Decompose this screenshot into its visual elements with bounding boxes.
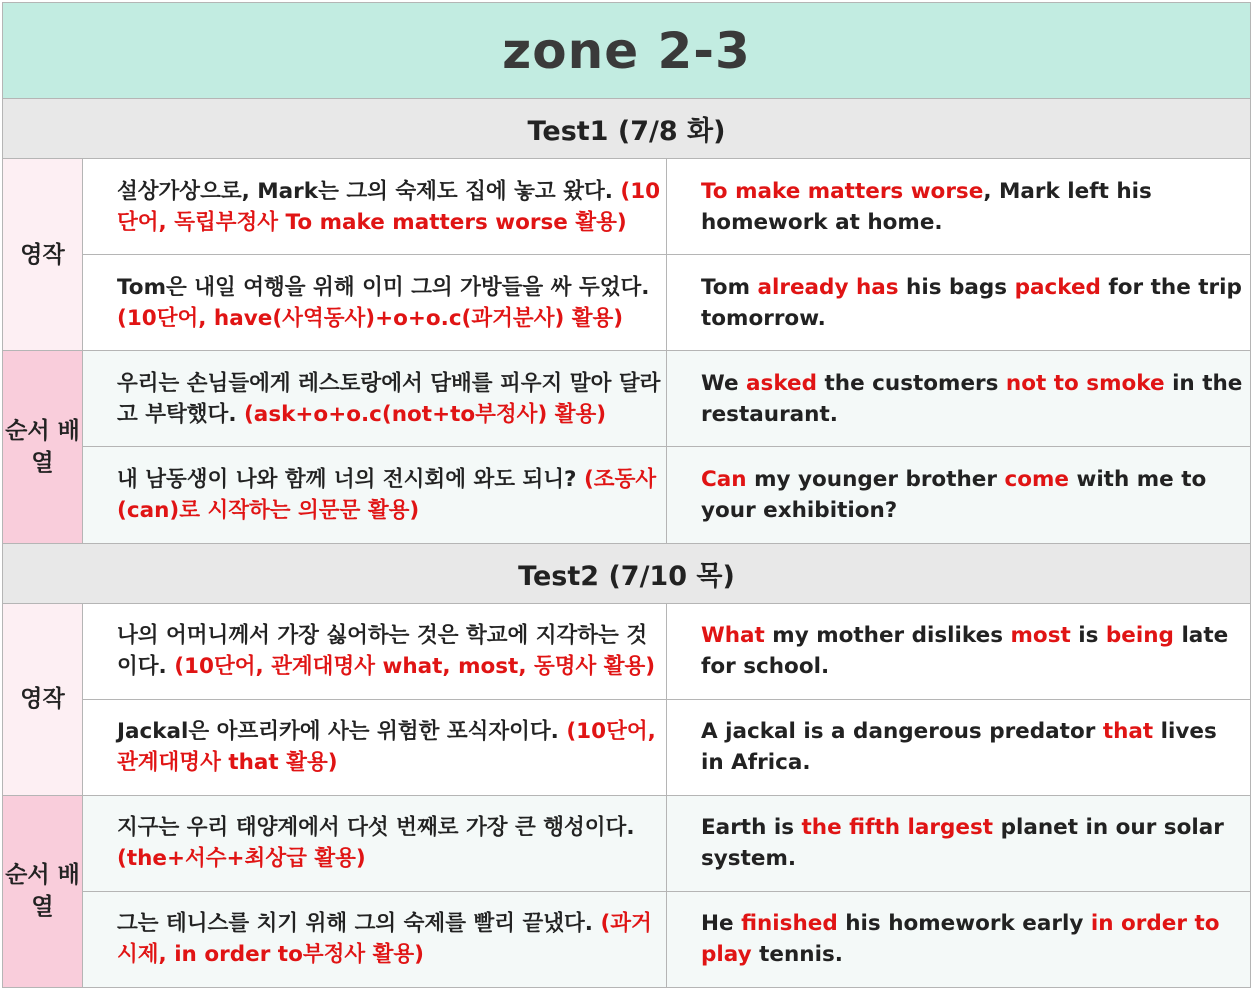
body-text: 우리는 손님들에게 레스토랑에서 담배를 피우지 말아 달라고 부탁했다. bbox=[117, 370, 661, 427]
body-text: 그는 테니스를 치기 위해 그의 숙제를 빨리 끝냈다. bbox=[117, 911, 601, 937]
body-text: is bbox=[1070, 623, 1106, 649]
highlight-text: packed bbox=[1014, 274, 1101, 300]
highlight-text: already has bbox=[757, 274, 899, 300]
body-text: lives in Africa. bbox=[701, 719, 1217, 776]
table-row bbox=[3, 891, 1251, 987]
english-answer-cell bbox=[667, 255, 1251, 351]
body-text: , Mark left his homework at home. bbox=[701, 178, 1152, 235]
body-text: my younger brother bbox=[746, 466, 1005, 492]
highlight-text: To make matters worse bbox=[701, 178, 984, 204]
korean-prompt-cell bbox=[83, 891, 667, 987]
highlight-text: that bbox=[1102, 719, 1154, 745]
table-row bbox=[3, 351, 1251, 447]
body-text: late for school. bbox=[701, 623, 1229, 680]
highlight-text: (과거시제, in order to부정사 활용) bbox=[117, 911, 652, 968]
english-answer-cell bbox=[667, 447, 1251, 543]
english-answer-cell bbox=[667, 699, 1251, 795]
english-answer-cell bbox=[667, 159, 1251, 255]
english-answer-cell bbox=[667, 795, 1251, 891]
highlight-text: (10단어, 독립부정사 To make matters worse 활용) bbox=[117, 178, 661, 235]
highlight-text: (10단어, 관계대명사 that 활용) bbox=[117, 719, 656, 776]
table-row bbox=[3, 255, 1251, 351]
worksheet-table bbox=[2, 2, 1251, 988]
body-text: the customers bbox=[817, 370, 1006, 396]
table-row bbox=[3, 699, 1251, 795]
title-row bbox=[3, 3, 1251, 99]
english-answer-cell bbox=[667, 351, 1251, 447]
highlight-text: finished bbox=[741, 911, 838, 937]
body-text: 설상가상으로, Mark는 그의 숙제도 집에 놓고 왔다. bbox=[117, 178, 621, 204]
highlight-text: come bbox=[1004, 466, 1069, 492]
body-text: Tom bbox=[701, 274, 758, 300]
highlight-text: Can bbox=[701, 466, 747, 492]
body-text: Tom은 내일 여행을 위해 이미 그의 가방들을 싸 두었다. bbox=[117, 274, 650, 300]
category-label: 영작 bbox=[3, 159, 83, 351]
body-text: his homework early bbox=[837, 911, 1091, 937]
section-header-row bbox=[3, 543, 1251, 603]
highlight-text: (조동사(can)로 시작하는 의문문 활용) bbox=[117, 466, 657, 523]
korean-prompt-cell bbox=[83, 351, 667, 447]
body-text: 나의 어머니께서 가장 싫어하는 것은 학교에 지각하는 것이다. bbox=[117, 623, 648, 680]
body-text: tennis. bbox=[751, 942, 843, 968]
korean-prompt-cell bbox=[83, 603, 667, 699]
body-text: 내 남동생이 나와 함께 너의 전시회에 와도 되니? bbox=[117, 466, 584, 492]
category-label: 순서 배열 bbox=[3, 351, 83, 543]
section-header-row bbox=[3, 99, 1251, 159]
highlight-text: (10단어, have(사역동사)+o+o.c(과거분사) 활용) bbox=[117, 305, 624, 331]
highlight-text: (the+서수+최상급 활용) bbox=[117, 846, 366, 872]
korean-prompt-cell bbox=[83, 447, 667, 543]
table-row bbox=[3, 795, 1251, 891]
body-text: with me to your exhibition? bbox=[701, 466, 1207, 523]
section-header: Test2 (7/10 목) bbox=[3, 543, 1251, 603]
table-row bbox=[3, 447, 1251, 543]
highlight-text: in order to play bbox=[701, 911, 1220, 968]
body-text: We bbox=[701, 370, 747, 396]
body-text: Earth is bbox=[701, 815, 802, 841]
english-answer-cell bbox=[667, 891, 1251, 987]
section-header: Test1 (7/8 화) bbox=[3, 99, 1251, 159]
body-text: A jackal is a dangerous predator bbox=[701, 719, 1103, 745]
highlight-text: not to smoke bbox=[1005, 370, 1165, 396]
category-label: 순서 배열 bbox=[3, 795, 83, 987]
korean-prompt-cell bbox=[83, 795, 667, 891]
highlight-text: most bbox=[1010, 623, 1071, 649]
body-text: in the restaurant. bbox=[701, 370, 1243, 427]
english-answer-cell bbox=[667, 603, 1251, 699]
highlight-text: What bbox=[701, 623, 765, 649]
body-text: his bags bbox=[898, 274, 1015, 300]
body-text: 지구는 우리 태양계에서 다섯 번째로 가장 큰 행성이다. bbox=[117, 815, 635, 841]
table-row bbox=[3, 159, 1251, 255]
highlight-text: (ask+o+o.c(not+to부정사) 활용) bbox=[243, 401, 607, 427]
body-text: He bbox=[701, 911, 742, 937]
category-label: 영작 bbox=[3, 603, 83, 795]
highlight-text: being bbox=[1105, 623, 1174, 649]
worksheet-body bbox=[3, 3, 1251, 988]
body-text: for the trip tomorrow. bbox=[701, 274, 1242, 331]
page-title: zone 2-3 bbox=[3, 3, 1251, 99]
body-text: planet in our solar system. bbox=[701, 815, 1224, 872]
body-text: Jackal은 아프리카에 사는 위험한 포식자이다. bbox=[117, 719, 567, 745]
table-row bbox=[3, 603, 1251, 699]
korean-prompt-cell bbox=[83, 255, 667, 351]
highlight-text: the fifth largest bbox=[801, 815, 994, 841]
korean-prompt-cell bbox=[83, 159, 667, 255]
body-text: my mother dislikes bbox=[764, 623, 1011, 649]
korean-prompt-cell bbox=[83, 699, 667, 795]
highlight-text: asked bbox=[746, 370, 818, 396]
highlight-text: (10단어, 관계대명사 what, most, 동명사 활용) bbox=[174, 654, 656, 680]
